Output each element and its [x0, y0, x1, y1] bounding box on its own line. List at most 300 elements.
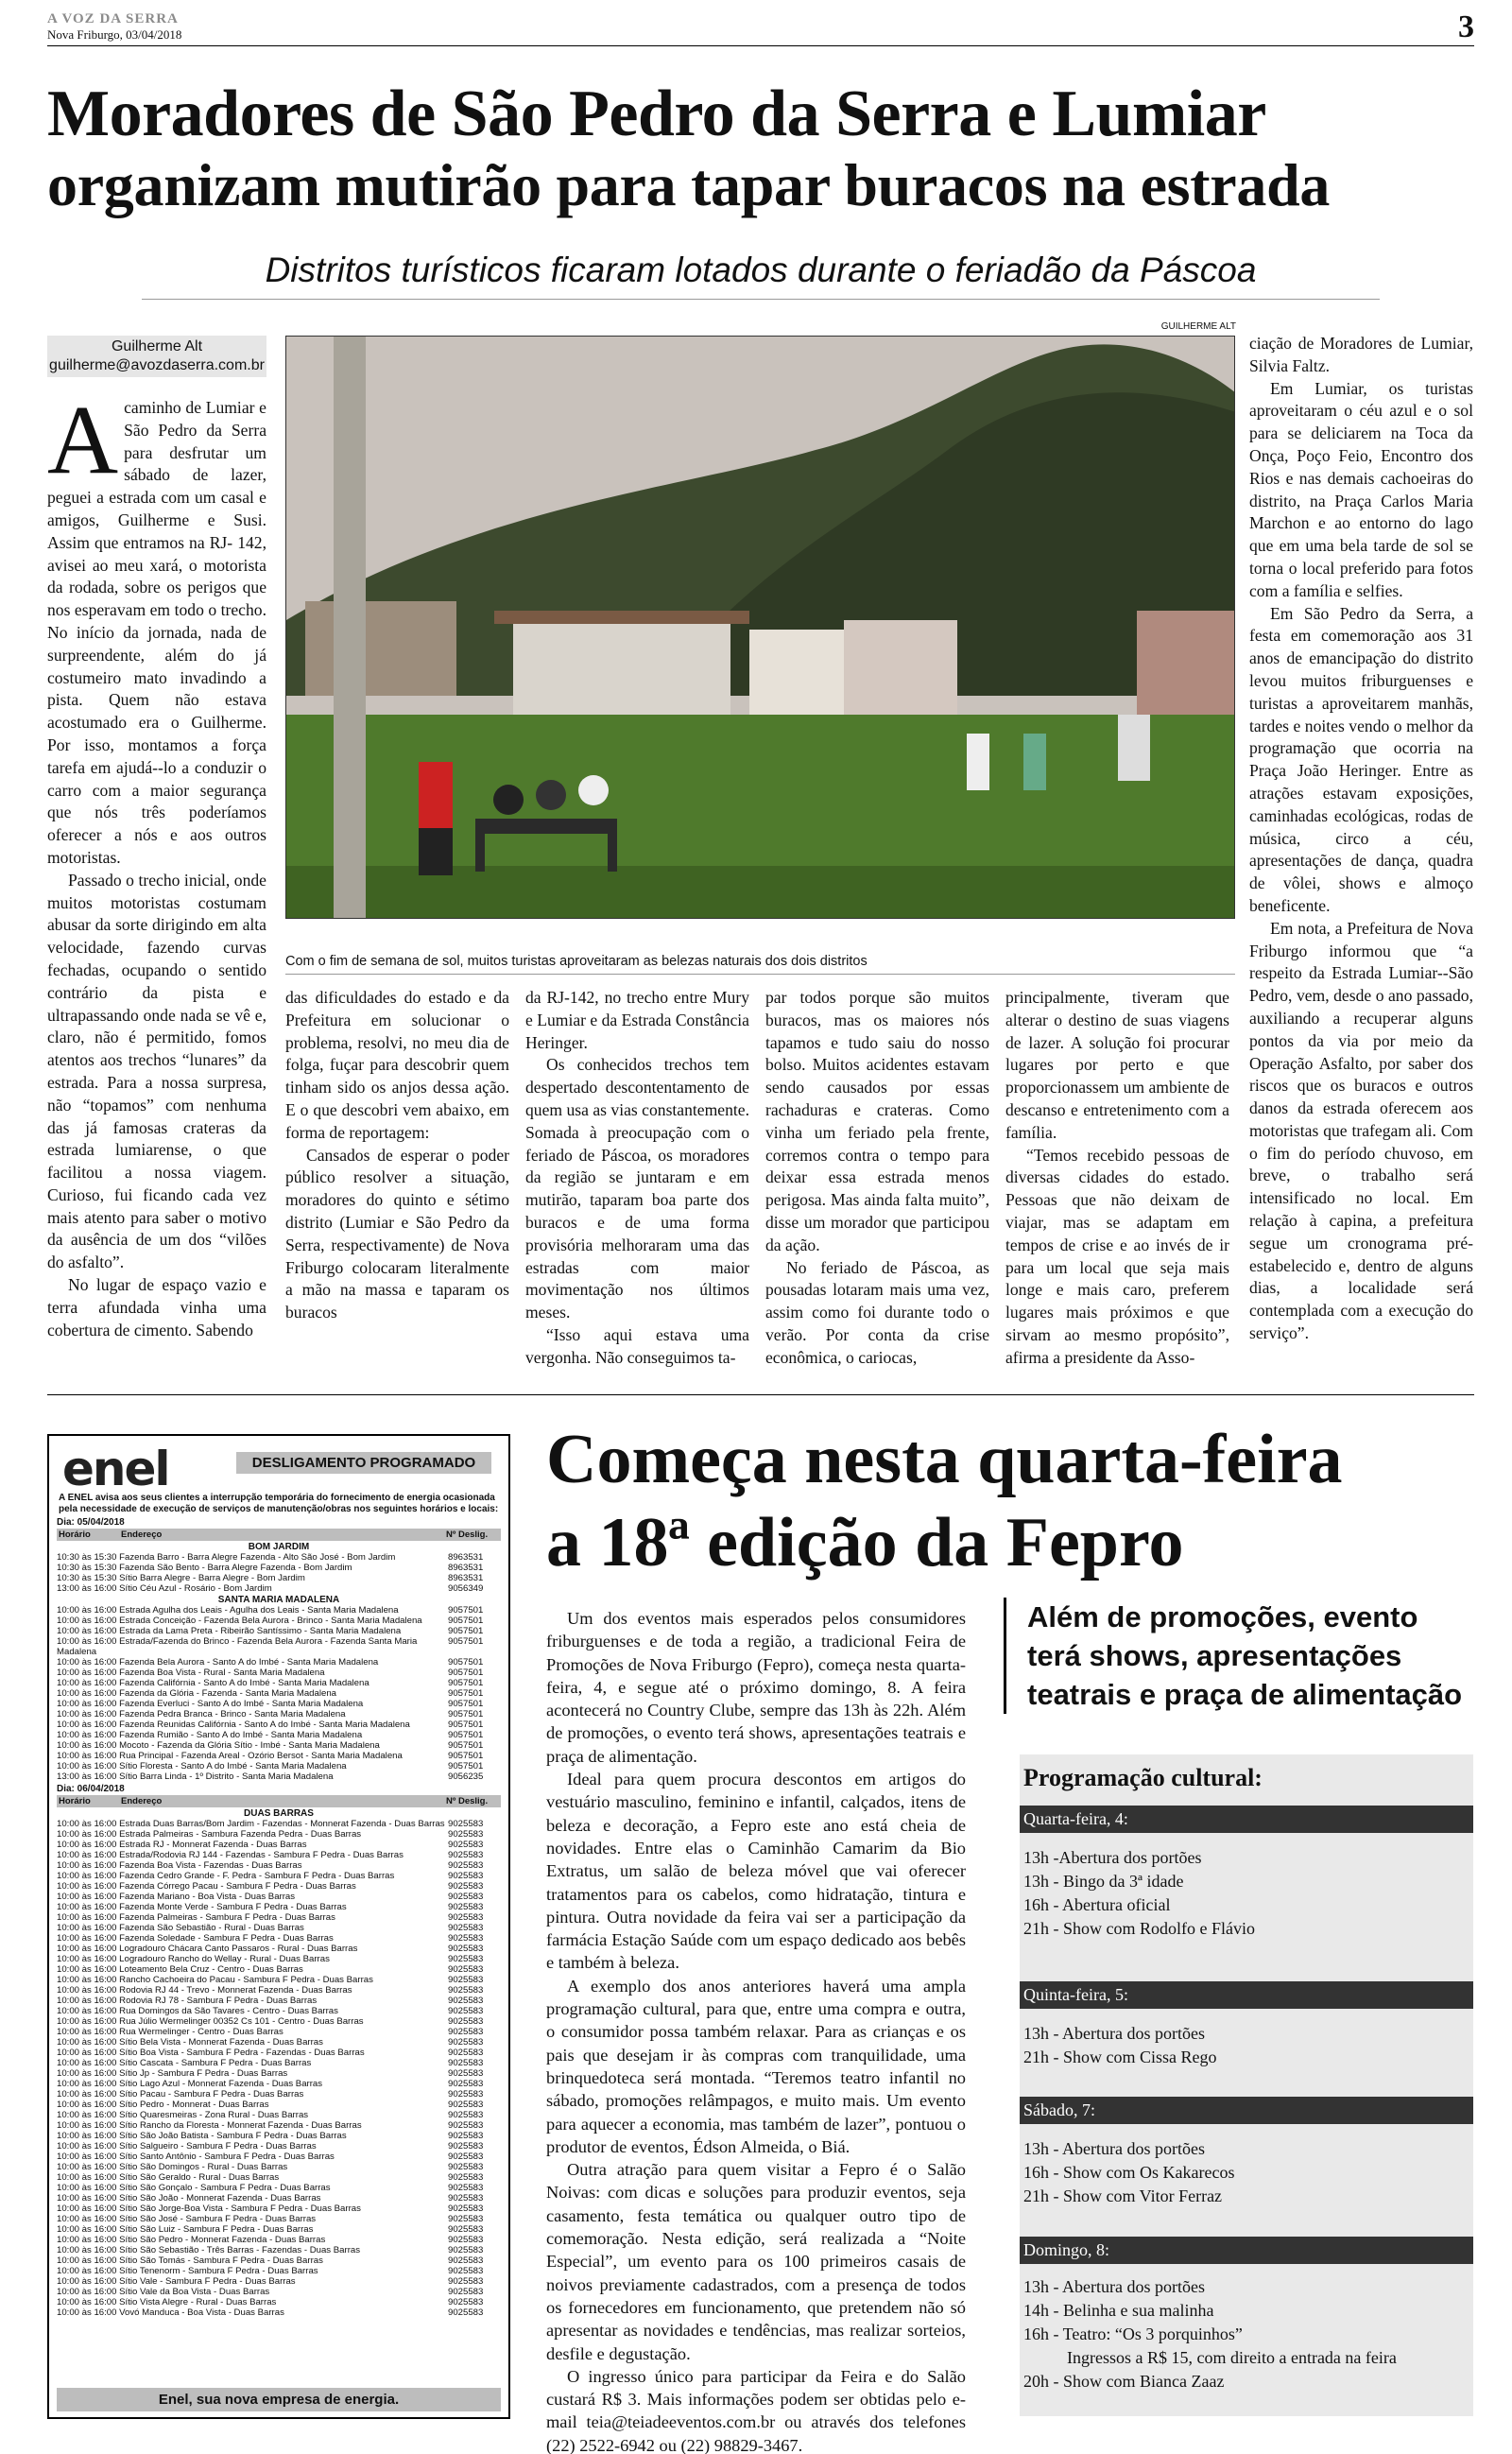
enel-table-row — [57, 2068, 501, 2079]
enel-row-address: 10:00 às 16:00 Fazenda Reunidas Califórnia - Santo A do Imbé - Santa Maria Madalena — [57, 1720, 410, 1730]
story1-col4-para-1: par todos porque são muitos buracos, mas os maiores nós tapamos e tudo saiu do nosso bolso. Muitos acidentes estavam sendo causados por essas rachaduras e crateras. Como vinha um feriado pela frente, corremos contra o tempo para deixar essa estrada menos perigosa. Mas ainda falta muito”, disse um morador que participou da ação. — [765, 988, 989, 1254]
story2-body — [546, 1607, 966, 2454]
enel-row-code: 9057501 — [448, 1678, 484, 1688]
enel-row-address: 10:00 às 16:00 Sítio Vale da Boa Vista - Duas Barras — [57, 2287, 270, 2297]
enel-row-code: 9025583 — [448, 2266, 484, 2276]
prog-day-label: Quarta-feira, 4: — [1020, 1806, 1473, 1833]
byline — [47, 336, 266, 377]
prog-item: 13h - Abertura dos portões — [1023, 2024, 1205, 2043]
enel-row-code: 9025583 — [448, 1829, 484, 1840]
enel-table-row — [57, 1751, 501, 1761]
story1-deck: Distritos turísticos ficaram lotados durante o feriadão da Páscoa — [265, 251, 1257, 289]
story1-col3-para-1: da RJ-142, no trecho entre Mury e Lumiar e da Estrada Constância Heringer. — [525, 988, 749, 1052]
enel-rows-bom-jardim — [49, 1552, 508, 1594]
enel-row-code: 9025583 — [448, 1850, 484, 1860]
story1-col1-para-1 — [47, 386, 266, 870]
prog-item: 21h - Show com Vitor Ferraz — [1023, 2186, 1223, 2205]
enel-row-code: 9025583 — [448, 2287, 484, 2297]
enel-row-code: 9025583 — [448, 2006, 484, 2016]
enel-row-code: 9025583 — [448, 2141, 484, 2152]
enel-table-row — [57, 2224, 501, 2235]
enel-table-row — [57, 1975, 501, 1985]
enel-table-row — [57, 2193, 501, 2203]
enel-rows-santa-maria — [49, 1605, 508, 1782]
enel-row-address: 10:00 às 16:00 Sítio São Gonçalo - Sambura F Pedra - Duas Barras — [57, 2183, 331, 2193]
enel-table-row — [57, 1699, 501, 1709]
story1-col5-para-2: “Temos recebido pessoas de diversas cidades do estado. Pessoas que não deixam de viajar, mas se adaptam em tempos de crise e ao invés de ir para um local que seja mais longe e mais caro, preferem lugares mais próximos e que sirvam ao mesmo propósito”, afirma a presidente da Asso- — [1005, 1145, 1229, 1367]
enel-row-address: 10:00 às 16:00 Estrada/Rodovia RJ 144 - Fazendas - Sambura F Pedra - Duas Barras — [57, 1850, 404, 1860]
story1-column-2 — [285, 987, 509, 1324]
enel-col-endereco: Endereço — [121, 1529, 163, 1540]
enel-row-code: 9025583 — [448, 1975, 484, 1985]
enel-row-code: 9057501 — [448, 1699, 484, 1709]
story1-col6-para-4: Em nota, a Prefeitura de Nova Friburgo informou que “a respeito da Estrada Lumiar--São Pedro, vem, desde o ano passado, auxiliando a recuperar alguns pontos da via por meio da Operação Asfalto, por saber dos riscos que os buracos e outros danos da estrada oferecem aos motoristas que trafegam ali. Com o fim do período chuvoso, em breve, o trabalho será intensificado no local. Em relação à capina, a prefeitura segue um cronograma pré-estabelecido e, dentro de alguns dias, a localidade será contemplada com a execução do serviço”. — [1249, 918, 1473, 1343]
enel-row-code: 9025583 — [448, 2068, 484, 2079]
enel-title: DESLIGAMENTO PROGRAMADO — [236, 1452, 491, 1474]
enel-table-row — [57, 1923, 501, 1933]
enel-table-row — [57, 2287, 501, 2297]
enel-row-address: 10:00 às 16:00 Sítio Santo Antônio - Sambura F Pedra - Duas Barras — [57, 2152, 335, 2162]
enel-row-code: 9025583 — [448, 2245, 484, 2255]
enel-row-address: 10:00 às 16:00 Sítio Jp - Sambura F Pedra - Duas Barras — [57, 2068, 288, 2079]
story2-para-3: A exemplo dos anos anteriores haverá uma ampla programação cultural, para que, entre uma compra e outra, o consumidor possa também relaxar. Para as crianças e os pais que desejam ir às compras com tranquilidade, uma brinquedoteca será montada. “Teremos teatro infantil no sábado, promoções relâmpagos, e muito mais. Um evento para aquecer a economia, mas também de lazer”, pontuou o produtor de eventos, Édson Almeida, o Biá. — [546, 1976, 966, 2156]
enel-row-code: 9025583 — [448, 2131, 484, 2141]
enel-day-2: Dia: 06/04/2018 — [57, 1784, 125, 1794]
prog-item: 13h - Abertura dos portões — [1023, 2277, 1205, 2296]
enel-row-address: 10:00 às 16:00 Fazenda Palmeiras - Sambura F Pedra - Duas Barras — [57, 1912, 335, 1923]
enel-table-row — [57, 2297, 501, 2307]
enel-table-row — [57, 1871, 501, 1881]
enel-group-santa-maria: SANTA MARIA MADALENA — [217, 1595, 340, 1605]
enel-row-code: 9025583 — [448, 2224, 484, 2235]
enel-table-row — [57, 1850, 501, 1860]
enel-row-code: 9025583 — [448, 2016, 484, 2027]
enel-row-code: 9057501 — [448, 1668, 484, 1678]
prog-item: 16h - Teatro: “Os 3 porquinhos” — [1023, 2324, 1243, 2343]
enel-row-address: 10:00 às 16:00 Rua Júlio Wermelinger 00352 Cs 101 - Centro - Duas Barras — [57, 2016, 364, 2027]
enel-row-address: 10:00 às 16:00 Fazenda da Glória - Fazenda - Santa Maria Madalena — [57, 1688, 336, 1699]
enel-table-row — [57, 1954, 501, 1964]
enel-table-row — [57, 1573, 501, 1583]
story1-column-6 — [1249, 333, 1473, 1345]
enel-table-row — [57, 1720, 501, 1730]
enel-row-address: 10:00 às 16:00 Fazenda Boa Vista - Rural - Santa Maria Madalena — [57, 1668, 325, 1678]
enel-row-code: 9025583 — [448, 2214, 484, 2224]
enel-row-code: 9056235 — [448, 1771, 484, 1782]
enel-table-row — [57, 2255, 501, 2266]
enel-row-code: 9057501 — [448, 1761, 484, 1771]
enel-row-address: 10:00 às 16:00 Rodovia RJ 78 - Sambura F Pedra - Duas Barras — [57, 1996, 318, 2006]
enel-row-address: 10:00 às 16:00 Vovó Manduca - Boa Vista - Duas Barras — [57, 2307, 284, 2318]
enel-row-code: 9025583 — [448, 1860, 484, 1871]
prog-item: 21h - Show com Cissa Rego — [1023, 2048, 1217, 2066]
enel-row-address: 10:00 às 16:00 Sítio São José - Sambura F Pedra - Duas Barras — [57, 2214, 317, 2224]
enel-row-code: 9057501 — [448, 1740, 484, 1751]
enel-row-code: 9025583 — [448, 2079, 484, 2089]
enel-logo: enel — [62, 1442, 169, 1496]
enel-table-row — [57, 2089, 501, 2100]
story1-headline: Moradores de São Pedro da Serra e Lumiar — [47, 78, 1266, 150]
story2-para-5: O ingresso único para participar da Feira e do Salão custará R$ 3. Mais informações podem ser obtidas pelo e-mail teia@teiadeeventos.com.br ou através dos telefones (22) 2522-6942 ou (22) 98829-3467. — [546, 2366, 966, 2454]
story1-column-1 — [47, 386, 266, 1341]
enel-row-code: 9057501 — [448, 1709, 484, 1720]
enel-row-address: 10:00 às 16:00 Sítio Tenenorm - Sambura F Pedra - Duas Barras — [57, 2266, 318, 2276]
enel-table-row — [57, 1761, 501, 1771]
story1-headline-line2: organizam mutirão para tapar buracos na estrada — [47, 151, 1331, 218]
enel-row-address: 10:00 às 16:00 Sítio Cascata - Sambura F Pedra - Duas Barras — [57, 2058, 312, 2068]
deck-rule — [142, 299, 1380, 300]
enel-row-code: 9025583 — [448, 1840, 484, 1850]
page-number: 3 — [1458, 9, 1474, 44]
enel-table-row — [57, 1829, 501, 1840]
enel-table-row — [57, 2307, 501, 2318]
story1-col1-text-1: caminho de Lumiar e São Pedro da Serra para desfrutar um sábado de lazer, peguei a estrada com um casal e amigos, Guilherme e Susi. Assim que entramos na RJ- 142, avisei ao meu xará, o motorista da rodada, sobre os perigos que nos esperavam em todo o trecho. No início da jornada, nada de surpreendente, além do já costumeiro mato invadindo a pista. Quem não estava acostumado era o Guilherme. Por isso, montamos a força tarefa em ajudá--lo a conduzir o carro com a maior segurança que nós três poderíamos oferecer a nós e aos outros motoristas. — [47, 398, 266, 867]
enel-rows-duas-barras — [49, 1819, 508, 2318]
enel-row-address: 10:00 às 16:00 Sítio Boa Vista - Sambura F Pedra - Fazendas - Duas Barras — [57, 2048, 365, 2058]
masthead-rule — [47, 45, 1474, 46]
enel-table-row — [57, 1985, 501, 1996]
enel-row-code: 8963531 — [448, 1573, 484, 1583]
prog-item: 14h - Belinha e sua malinha — [1023, 2301, 1214, 2320]
enel-row-address: 10:00 às 16:00 Sítio Pedro - Monnerat - Duas Barras — [57, 2100, 269, 2110]
enel-col-deslig: Nº Deslig. — [446, 1529, 489, 1540]
enel-row-code: 9057501 — [448, 1636, 484, 1647]
enel-row-code: 9057501 — [448, 1720, 484, 1730]
enel-row-code: 9025583 — [448, 2058, 484, 2068]
enel-row-address: 10:00 às 16:00 Fazenda Boa Vista - Fazendas - Duas Barras — [57, 1860, 302, 1871]
enel-row-address: 10:00 às 16:00 Sítio Rancho da Floresta - Monnerat Fazenda - Duas Barras — [57, 2120, 362, 2131]
enel-table-row — [57, 1616, 501, 1626]
enel-row-code: 9025583 — [448, 1985, 484, 1996]
story1-col4-para-2: No feriado de Páscoa, as pousadas lotaram mais uma vez, assim como foi durante todo o verão. Por conta da crise econômica, o cariocas, — [765, 1257, 989, 1367]
enel-row-code: 9025583 — [448, 2193, 484, 2203]
prog-item: 20h - Show com Bianca Zaaz — [1023, 2372, 1225, 2391]
enel-table-row — [57, 2027, 501, 2037]
enel-row-code: 9025583 — [448, 1819, 484, 1829]
enel-row-address: 10:00 às 16:00 Loteamento Bela Cruz - Centro - Duas Barras — [57, 1964, 303, 1975]
enel-row-code: 9057501 — [448, 1688, 484, 1699]
enel-row-code: 9025583 — [448, 2172, 484, 2183]
enel-row-address: 10:00 às 16:00 Estrada Palmeiras - Sambura Fazenda Pedra - Duas Barras — [57, 1829, 362, 1840]
enel-table-row — [57, 2172, 501, 2183]
enel-row-code: 9025583 — [448, 1923, 484, 1933]
enel-table-row — [57, 2110, 501, 2120]
enel-group-duas-barras: DUAS BARRAS — [244, 1808, 314, 1819]
enel-row-address: 10:00 às 16:00 Sítio Salgueiro - Sambura F Pedra - Duas Barras — [57, 2141, 317, 2152]
enel-row-address: 10:00 às 16:00 Sítio Vale - Sambura F Pedra - Duas Barras — [57, 2276, 296, 2287]
enel-table-row — [57, 2245, 501, 2255]
enel-row-code: 9025583 — [448, 1964, 484, 1975]
enel-table-row — [57, 2037, 501, 2048]
enel-table-row — [57, 1563, 501, 1573]
story2-side-deck: Além de promoções, evento terá shows, apresentações teatrais e praça de alimentação — [1004, 1598, 1472, 1714]
enel-row-address: 10:00 às 16:00 Sítio São Pedro - Monnerat Fazenda - Duas Barras — [57, 2235, 326, 2245]
story1-col2-para-2: Cansados de esperar o poder público resolver a situação, moradores do quinto e sétimo distrito (Lumiar e São Pedro da Serra, respectivamente) de Nova Friburgo colocaram literalmente a mão na massa e taparam os buracos — [285, 1145, 509, 1322]
enel-row-address: 10:00 às 16:00 Sítio Floresta - Santo A do Imbé - Santa Maria Madalena — [57, 1761, 347, 1771]
prog-day-label: Domingo, 8: — [1020, 2237, 1473, 2264]
enel-row-address: 10:00 às 16:00 Sítio São Domingos - Rural - Duas Barras — [57, 2162, 288, 2172]
enel-row-address: 10:00 às 16:00 Sítio São Luiz - Sambura F Pedra - Duas Barras — [57, 2224, 314, 2235]
story2-headline-line2: a 18ª edição da Fepro — [546, 1504, 1184, 1581]
enel-row-address: 10:00 às 16:00 Rua Domingos da São Tavares - Centro - Duas Barras — [57, 2006, 338, 2016]
enel-table-row — [57, 2276, 501, 2287]
enel-row-address: 10:00 às 16:00 Rua Wermelinger - Centro - Duas Barras — [57, 2027, 284, 2037]
enel-table-row — [57, 2100, 501, 2110]
enel-row-address: 10:00 às 16:00 Estrada Agulha dos Leais - Agulha dos Leais - Santa Maria Madalena — [57, 1605, 399, 1616]
enel-row-code: 9025583 — [448, 1944, 484, 1954]
prog-item: 16h - Abertura oficial — [1023, 1895, 1171, 1914]
enel-table-row — [57, 2079, 501, 2089]
photo-credit: GUILHERME ALT — [1160, 321, 1236, 332]
enel-table-row — [57, 1626, 501, 1636]
enel-row-address: 10:00 às 16:00 Sítio São João Batista - Sambura F Pedra - Duas Barras — [57, 2131, 347, 2141]
enel-row-code: 9025583 — [448, 1892, 484, 1902]
enel-row-address: 10:00 às 16:00 Rodovia RJ 44 - Trevo - Monnerat Fazenda - Duas Barras — [57, 1985, 352, 1996]
enel-row-code: 9025583 — [448, 1881, 484, 1892]
enel-row-code: 9025583 — [448, 2203, 484, 2214]
enel-row-code: 9025583 — [448, 2307, 484, 2318]
enel-table-row — [57, 2058, 501, 2068]
enel-col-deslig-2: Nº Deslig. — [446, 1796, 489, 1806]
enel-row-code: 9057501 — [448, 1626, 484, 1636]
enel-row-code: 9025583 — [448, 1933, 484, 1944]
prog-day-label: Quinta-feira, 5: — [1020, 1981, 1473, 2009]
enel-row-address: 10:00 às 16:00 Fazenda Córrego Pacau - Sambura F Pedra - Duas Barras — [57, 1881, 356, 1892]
enel-row-address: 13:00 às 16:00 Sítio Céu Azul - Rosário - Bom Jardim — [57, 1583, 272, 1594]
enel-row-address: 13:00 às 16:00 Sítio Barra Linda - 1º Distrito - Santa Maria Madalena — [57, 1771, 334, 1782]
enel-col-horario-2: Horário — [59, 1796, 91, 1806]
enel-row-code: 9025583 — [448, 2297, 484, 2307]
enel-row-code: 9057501 — [448, 1605, 484, 1616]
enel-row-address: 10:30 às 15:30 Fazenda São Bento - Barra Alegre Fazenda - Bom Jardim — [57, 1563, 352, 1573]
enel-row-address: 10:00 às 16:00 Rancho Cachoeira do Pacau - Sambura F Pedra - Duas Barras — [57, 1975, 373, 1985]
enel-row-code: 9025583 — [448, 2100, 484, 2110]
enel-table-row — [57, 2203, 501, 2214]
enel-row-address: 10:00 às 16:00 Fazenda Soledade - Sambura F Pedra - Duas Barras — [57, 1933, 334, 1944]
plaza-photo-illustration — [286, 337, 1235, 919]
enel-row-address: 10:00 às 16:00 Sítio São João - Monnerat Fazenda - Duas Barras — [57, 2193, 321, 2203]
enel-row-code: 8963531 — [448, 1563, 484, 1573]
enel-table-row — [57, 1881, 501, 1892]
enel-table-row — [57, 2266, 501, 2276]
prog-item-note: Ingressos a R$ 15, com direito a entrada na feira — [1067, 2348, 1397, 2367]
enel-table-row — [57, 2120, 501, 2131]
enel-table-row — [57, 1636, 501, 1657]
programacao-box — [1020, 1754, 1473, 2416]
enel-row-address: 10:00 às 16:00 Mocoto - Fazenda da Glória Sítio - Imbé - Santa Maria Madalena — [57, 1740, 380, 1751]
enel-row-code: 9025583 — [448, 2152, 484, 2162]
enel-row-code: 9025583 — [448, 2162, 484, 2172]
enel-table-row — [57, 1740, 501, 1751]
enel-table-row — [57, 1605, 501, 1616]
enel-table-row — [57, 1668, 501, 1678]
story2-headline: Começa nesta quarta-feira — [546, 1421, 1343, 1498]
enel-table-row — [57, 2006, 501, 2016]
enel-row-code: 9025583 — [448, 1954, 484, 1964]
enel-row-address: 10:30 às 15:30 Fazenda Barro - Barra Alegre Fazenda - Alto São José - Bom Jardim — [57, 1552, 396, 1563]
enel-row-address: 10:00 às 16:00 Sítio Pacau - Sambura F Pedra - Duas Barras — [57, 2089, 304, 2100]
prog-day-block — [1020, 2237, 1473, 2394]
enel-row-address: 10:00 às 16:00 Fazenda São Sebastião - Rural - Duas Barras — [57, 1923, 304, 1933]
enel-row-code: 9025583 — [448, 2120, 484, 2131]
enel-row-code: 9025583 — [448, 1996, 484, 2006]
enel-row-address: 10:00 às 16:00 Estrada/Fazenda do Brinco - Fazenda Bela Aurora - Fazenda Santa Maria Madalena — [57, 1636, 418, 1657]
story1-col6-para-2: Em Lumiar, os turistas aproveitaram o céu azul e o sol para se deliciarem na Toca da Onça, Poço Feio, Encontro dos Rios e nas demais cachoeiras do distrito, na Praça Carlos Maria Marchon e ao entorno do lago que em uma bela tarde de sol se torna o local preferido para fotos com a família e selfies. — [1249, 378, 1473, 600]
enel-table-row — [57, 1709, 501, 1720]
enel-table-row — [57, 1933, 501, 1944]
enel-table-row — [57, 1771, 501, 1782]
enel-table-row — [57, 2162, 501, 2172]
enel-table-row — [57, 1730, 501, 1740]
enel-table-row — [57, 1944, 501, 1954]
enel-table-row — [57, 1552, 501, 1563]
enel-row-code: 9057501 — [448, 1616, 484, 1626]
story1-col3-para-2: Os conhecidos trechos tem despertado descontentamento de quem usa as vias constantemente. Somada à preocupação com o feriado de Páscoa, os moradores da região se juntaram e em mutirão, taparam boa parte dos buracos e de uma forma provisória melhoraram uma das estradas com maior movimentação nos últimos meses. — [525, 1055, 749, 1322]
prog-item: 21h - Show com Rodolfo e Flávio — [1023, 1919, 1255, 1938]
enel-row-code: 9025583 — [448, 2183, 484, 2193]
enel-col-endereco-2: Endereço — [121, 1796, 163, 1806]
enel-table-row — [57, 1840, 501, 1850]
enel-table-row — [57, 1892, 501, 1902]
enel-row-address: 10:00 às 16:00 Estrada RJ - Monnerat Fazenda - Duas Barras — [57, 1840, 307, 1850]
enel-table-row — [57, 1819, 501, 1829]
enel-table-row — [57, 1657, 501, 1668]
story1-col2-para-1: das dificuldades do estado e da Prefeitura em solucionar o problema, resolvi, no meu dia de folga, fuçar para descobrir quem tinham sido os anjos dessa ação. E o que descobri vem abaixo, em forma de reportagem: — [285, 988, 509, 1142]
prog-item: 13h - Abertura dos portões — [1023, 2139, 1205, 2158]
drop-cap: A — [47, 386, 119, 494]
enel-row-code: 9057501 — [448, 1730, 484, 1740]
programacao-title: Programação cultural: — [1023, 1764, 1263, 1791]
enel-row-code: 9025583 — [448, 2048, 484, 2058]
story1-col1-para-3: No lugar de espaço vazio e terra afundada vinha uma cobertura de cimento. Sabendo — [47, 1275, 266, 1339]
enel-table-row — [57, 1902, 501, 1912]
enel-row-address: 10:00 às 16:00 Logradouro Chácara Canto Passaros - Rural - Duas Barras — [57, 1944, 358, 1954]
enel-row-address: 10:00 às 16:00 Sítio Quaresmeiras - Zona Rural - Duas Barras — [57, 2110, 309, 2120]
story1-column-4 — [765, 987, 989, 1370]
story2-para-1: Um dos eventos mais esperados pelos consumidores friburguenses e de toda a região, a tradicional Feira de Promoções de Nova Friburgo (Fepro), começa nesta quarta-feira, 4, e segue até o próximo domingo, 8. A feira acontecerá no Country Clube, sempre das 13h às 22h. Além de promoções, o evento terá shows, apresentações teatrais e praça de alimentação. — [546, 1609, 966, 1766]
prog-item: 13h -Abertura dos portões — [1023, 1848, 1202, 1867]
enel-row-code: 9025583 — [448, 2276, 484, 2287]
enel-advertisement — [47, 1434, 510, 2419]
enel-table-row — [57, 2048, 501, 2058]
story1-column-5 — [1005, 987, 1229, 1370]
enel-table-row — [57, 2141, 501, 2152]
enel-table-row — [57, 2152, 501, 2162]
enel-table-row — [57, 2235, 501, 2245]
enel-row-address: 10:00 às 16:00 Sítio São Jorge-Boa Vista - Sambura F Pedra - Duas Barras — [57, 2203, 361, 2214]
enel-row-address: 10:00 às 16:00 Fazenda Califórnia - Santo A do Imbé - Santa Maria Madalena — [57, 1678, 369, 1688]
enel-table-row — [57, 1860, 501, 1871]
enel-row-address: 10:00 às 16:00 Estrada Duas Barras/Bom Jardim - Fazendas - Monnerat Fazenda - Duas Barras — [57, 1819, 445, 1829]
enel-row-code: 9025583 — [448, 2255, 484, 2266]
enel-row-address: 10:00 às 16:00 Fazenda Rumião - Santo A do Imbé - Santa Maria Madalena — [57, 1730, 363, 1740]
enel-row-code: 9025583 — [448, 1871, 484, 1881]
enel-row-address: 10:00 às 16:00 Fazenda Everluci - Santo A do Imbé - Santa Maria Madalena — [57, 1699, 364, 1709]
story1-col5-para-1: principalmente, tiveram que alterar o destino de suas viagens de lazer. A solução foi procurar lugares por perto e que proporcionassem um ambiente de descanso e entretenimento com a família. — [1005, 988, 1229, 1142]
story2-para-4: Outra atração para quem visitar a Fepro é o Salão Noivas: com dicas e soluções para produzir eventos, seja casamento, festa temática ou qualquer outro tipo de comemoração. Nesta edição, será realizada a “Noite Especial”, um evento para os 100 primeiros casais de noivos previamente cadastrados, com a presença de todos os fornecedores em funcionamento, que pretendem não só apresentar as novidades e tendências, mas realizar sorteios, desfile e degustação. — [546, 2160, 966, 2363]
enel-row-address: 10:00 às 16:00 Sítio São Tomás - Sambura F Pedra - Duas Barras — [57, 2255, 323, 2266]
dateline: Nova Friburgo, 03/04/2018 — [47, 27, 182, 42]
byline-email[interactable]: guilherme@avozdaserra.com.br — [49, 357, 265, 373]
enel-row-address: 10:00 às 16:00 Fazenda Pedra Branca - Brinco - Santa Maria Madalena — [57, 1709, 346, 1720]
enel-table-row — [57, 2131, 501, 2141]
story2-para-2: Ideal para quem procura descontos em artigos do vestuário masculino, feminino e infantil, calçados, itens de beleza e decoração, a Fepro este ano está cheia de novidades. Entre elas o Caminhão Camarim da Bio Extratus, um salão de beleza móvel que vai oferecer tratamentos para os cabelos, como hidratação, tintura e pintura. Outra novidade da feira vai ser a participação da farmácia Estação Saúde com um espaço dedicado aos bebês e também à beleza. — [546, 1770, 966, 1973]
enel-table-row — [57, 1996, 501, 2006]
enel-group-bom-jardim: BOM JARDIM — [248, 1542, 310, 1552]
enel-row-address: 10:00 às 16:00 Rua Principal - Fazenda Areal - Ozório Bersot - Santa Maria Madalena — [57, 1751, 403, 1761]
section-rule — [47, 1394, 1474, 1395]
enel-table-row — [57, 1583, 501, 1594]
prog-item: 16h - Show com Os Kakarecos — [1023, 2163, 1235, 2182]
prog-day-block — [1020, 1981, 1473, 2069]
enel-table-row — [57, 2214, 501, 2224]
enel-table-row — [57, 1678, 501, 1688]
prog-day-label: Sábado, 7: — [1020, 2097, 1473, 2124]
story1-col3-para-3: “Isso aqui estava uma vergonha. Não conseguimos ta- — [525, 1324, 749, 1367]
enel-header — [49, 1436, 508, 1496]
story1-col6-para-1: ciação de Moradores de Lumiar, Silvia Faltz. — [1249, 334, 1473, 375]
story1-col1-para-2: Passado o trecho inicial, onde muitos motoristas costumam abusar da sorte dirigindo em alta velocidade, fazendo curvas fechadas, ocupando o sentido contrário da pista e ultrapassando onde nada se vê e, claro, não é permitido, fomos atentos aos trechos “lunares” da estrada. Para a nossa surpresa, não “topamos” com nenhuma das já famosas crateras da estrada lumiarense, o que facilitou a nossa viagem. Curioso, fui ficando cada vez mais atento para saber o motivo da ausência de um dos “vilões do asfalto”. — [47, 870, 266, 1272]
enel-intro: A ENEL avisa aos seus clientes a interrupção temporária do fornecimento de energia ocasionada pela necessidade de execução de serviços de manutenção/obras nos seguintes horários e locais: — [59, 1493, 499, 1514]
enel-row-code: 9057501 — [448, 1751, 484, 1761]
enel-footer: Enel, sua nova empresa de energia. — [57, 2388, 501, 2411]
photo-caption: Com o fim de semana de sol, muitos turistas aproveitaram as belezas naturais dos dois distritos — [285, 954, 868, 969]
enel-row-address: 10:00 às 16:00 Sítio Lago Azul - Monnerat Fazenda - Duas Barras — [57, 2079, 323, 2089]
enel-row-address: 10:30 às 15:30 Sítio Barra Alegre - Barra Alegre - Bom Jardim — [57, 1573, 305, 1583]
story1-photo — [285, 336, 1235, 919]
masthead — [47, 11, 1474, 47]
enel-row-code: 9025583 — [448, 2027, 484, 2037]
byline-name: Guilherme Alt — [111, 338, 203, 354]
enel-row-address: 10:00 às 16:00 Sítio São Sebastião - Três Barras - Fazendas - Duas Barras — [57, 2245, 361, 2255]
enel-row-address: 10:00 às 16:00 Sítio Bela Vista - Monnerat Fazenda - Duas Barras — [57, 2037, 323, 2048]
newspaper-brand: A VOZ DA SERRA — [47, 11, 179, 26]
enel-table-header — [57, 1529, 501, 1541]
prog-day-block — [1020, 2097, 1473, 2208]
prog-item: 13h - Bingo da 3ª idade — [1023, 1872, 1184, 1891]
enel-row-address: 10:00 às 16:00 Sítio Vista Alegre - Rural - Duas Barras — [57, 2297, 277, 2307]
enel-row-address: 10:00 às 16:00 Fazenda Monte Verde - Sambura F Pedra - Duas Barras — [57, 1902, 347, 1912]
enel-table-row — [57, 2016, 501, 2027]
enel-row-code: 9025583 — [448, 2089, 484, 2100]
enel-table-row — [57, 1912, 501, 1923]
enel-table-header-2 — [57, 1795, 501, 1807]
enel-row-address: 10:00 às 16:00 Estrada Conceição - Fazenda Bela Aurora - Brinco - Santa Maria Madalena — [57, 1616, 422, 1626]
enel-row-code: 9025583 — [448, 2037, 484, 2048]
enel-row-code: 9025583 — [448, 1912, 484, 1923]
enel-day-1: Dia: 05/04/2018 — [57, 1517, 125, 1528]
enel-row-code: 9025583 — [448, 2110, 484, 2120]
enel-row-address: 10:00 às 16:00 Estrada da Lama Preta - Ribeirão Santíssimo - Santa Maria Madalena — [57, 1626, 402, 1636]
caption-rule — [285, 974, 1235, 975]
enel-row-code: 9057501 — [448, 1657, 484, 1668]
enel-row-address: 10:00 às 16:00 Fazenda Bela Aurora - Santo A do Imbé - Santa Maria Madalena — [57, 1657, 379, 1668]
prog-day-block — [1020, 1806, 1473, 1941]
enel-table-row — [57, 1964, 501, 1975]
enel-row-address: 10:00 às 16:00 Sítio São Geraldo - Rural - Duas Barras — [57, 2172, 280, 2183]
enel-table-row — [57, 1688, 501, 1699]
enel-row-code: 9025583 — [448, 1902, 484, 1912]
story1-column-3 — [525, 987, 749, 1370]
enel-row-code: 9025583 — [448, 2235, 484, 2245]
enel-table-row — [57, 2183, 501, 2193]
story1-col6-para-3: Em São Pedro da Serra, a festa em comemoração aos 31 anos de emancipação do distrito levou muitos friburguenses e turistas a aproveitarem manhãs, tardes e noites vendo o melhor da programação que ocorria na Praça João Heringer. Entre as atrações estavam exposições, caminhadas ecológicas, rodas de música, circo a céu, apresentações de dança, quadra de vôlei, shows e almoço beneficente. — [1249, 603, 1473, 915]
enel-row-address: 10:00 às 16:00 Fazenda Mariano - Boa Vista - Duas Barras — [57, 1892, 296, 1902]
enel-col-horario: Horário — [59, 1529, 91, 1540]
enel-row-address: 10:00 às 16:00 Fazenda Cedro Grande - F. Pedra - Sambura F Pedra - Duas Barras — [57, 1871, 395, 1881]
enel-row-address: 10:00 às 16:00 Logradouro Rancho do Wellay - Rural - Duas Barras — [57, 1954, 330, 1964]
enel-row-code: 9056349 — [448, 1583, 484, 1594]
